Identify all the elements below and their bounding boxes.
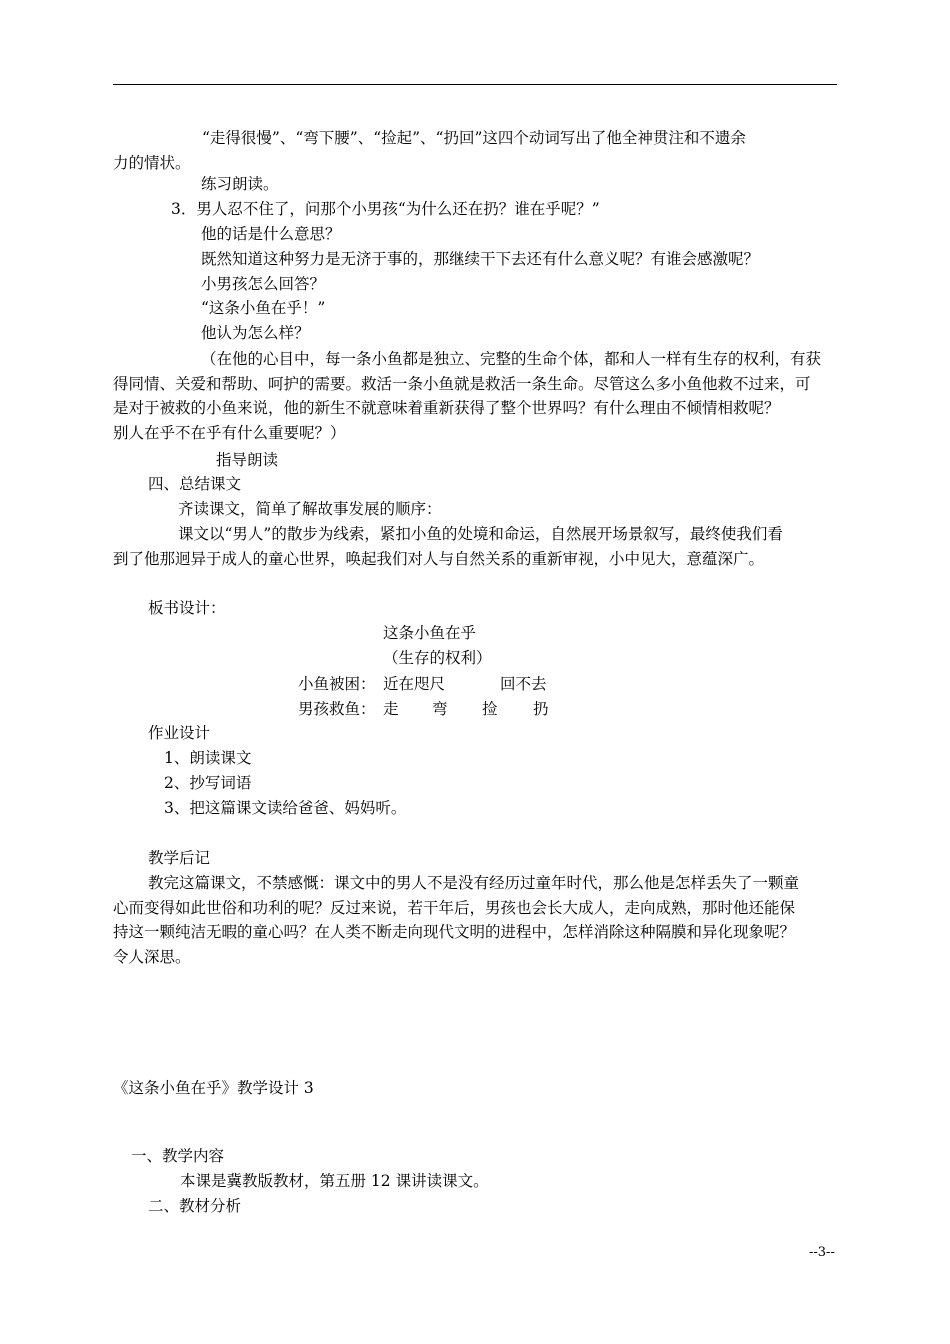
board-row2-item: 走: [383, 700, 399, 718]
board-row2-item: 弯: [432, 700, 448, 718]
homework-heading: 作业设计: [148, 724, 211, 742]
text-line: 力的情状。: [113, 153, 191, 172]
boy-quote: “这条小鱼在乎！”: [201, 299, 326, 317]
question-explanation: 既然知道这种努力是无济于事的，那继续干下去还有什么意义呢？有谁会感激呢？: [201, 250, 760, 268]
think-question: 他认为怎么样？: [201, 324, 310, 342]
board-row2-item: 扔: [533, 700, 549, 718]
paragraph-verbs: [113, 126, 837, 175]
homework-item: 2、抄写词语: [164, 774, 252, 792]
text-line: 到了他那迥异于成人的童心世界，唤起我们对人与自然关系的重新审视，小中见大，意蕴深广。: [113, 549, 765, 568]
boy-answer-question: 小男孩怎么回答？: [201, 275, 326, 293]
text-line: （在他的心目中，每一条小鱼都是独立、完整的生命个体，都和人一样有生存的权利，有获: [201, 350, 822, 368]
board-row1-item: 近在咫尺: [383, 675, 446, 693]
text-line: 别人在乎不在乎有什么重要呢？）: [113, 424, 346, 443]
board-row1-item: 回不去: [500, 675, 547, 693]
header-rule: [113, 84, 837, 85]
paragraph-explanation: [113, 347, 837, 446]
board-design-heading: 板书设计：: [148, 599, 226, 617]
text-line: 持这一颗纯洁无暇的童心吗？在人类不断走向现代文明的进程中，怎样消除这种隔膜和异化现象呢？: [113, 923, 796, 942]
paragraph-summary: [113, 522, 837, 571]
postscript-heading: 教学后记: [148, 849, 211, 867]
section-1-heading: 一、教学内容: [131, 1147, 225, 1165]
read-together: 齐读课文，简单了解故事发展的顺序：: [178, 500, 442, 518]
practice-reading: 练习朗读。: [201, 175, 279, 193]
board-subtitle: （生存的权利）: [383, 649, 492, 667]
board-row2-item: 捡: [482, 700, 498, 718]
board-title: 这条小鱼在乎: [383, 624, 477, 642]
board-row1-label: 小鱼被困：: [298, 675, 376, 693]
text-line: 得同情、关爱和帮助、呵护的需要。救活一条小鱼就是救活一条生命。尽管这么多小鱼他救不过来，可: [113, 374, 811, 393]
text-line: 令人深思。: [113, 948, 191, 967]
text-line: 是对于被救的小鱼来说，他的新生不就意味着重新获得了整个世界吗？有什么理由不倾情相救呢？: [113, 399, 780, 418]
design-3-title: 《这条小鱼在乎》教学设计 3: [113, 1079, 314, 1097]
homework-item: 3、把这篇课文读给爸爸、妈妈听。: [164, 799, 407, 817]
text-line: 课文以“男人”的散步为线索，紧扣小鱼的处境和命运，自然展开场景叙写，最终使我们看: [178, 525, 783, 543]
section-4-heading: 四、总结课文: [148, 475, 242, 493]
text-line: 教完这篇课文，不禁感慨：课文中的男人不是没有经历过童年时代，那么他是怎样丢失了一颗童: [148, 874, 800, 892]
section-2-heading: 二、教材分析: [148, 1197, 242, 1215]
question-3: 3．男人忍不住了，问那个小男孩“为什么还在扔？谁在乎呢？”: [171, 200, 600, 218]
guide-reading: 指导朗读: [216, 451, 279, 469]
paragraph-postscript: [113, 871, 837, 970]
board-row2-label: 男孩救鱼：: [298, 700, 376, 718]
text-line: “走得很慢”、“弯下腰”、“捡起”、“扔回”这四个动词写出了他全神贯注和不遗余: [202, 129, 746, 147]
homework-item: 1、朗读课文: [164, 749, 252, 767]
text-line: 心而变得如此世俗和功利的呢？反过来说，若干年后，男孩也会长大成人，走向成熟，那时他还能保: [113, 898, 796, 917]
question-meaning: 他的话是什么意思？: [201, 225, 341, 243]
section-1-body: 本课是冀教版教材，第五册 12 课讲读课文。: [180, 1172, 489, 1190]
page-number: --3--: [809, 1245, 835, 1260]
